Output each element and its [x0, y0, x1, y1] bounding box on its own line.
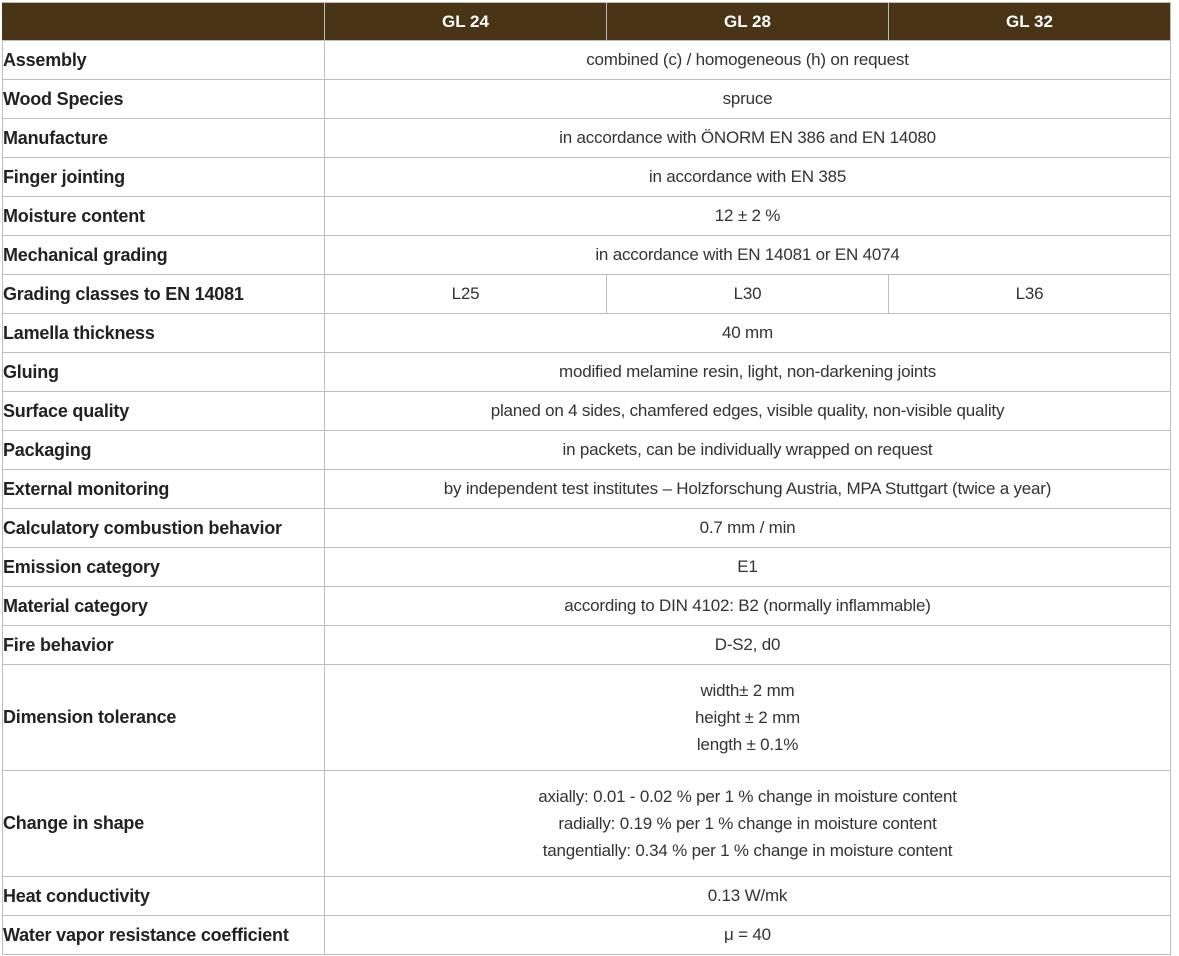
- header-gl28: GL 28: [607, 3, 889, 41]
- row-label: Water vapor resistance coefficient: [3, 916, 325, 955]
- value-line: radially: 0.19 % per 1 % change in moisture content: [558, 814, 937, 833]
- row-label: Calculatory combustion behavior: [3, 509, 325, 548]
- grading-class-gl24: L25: [325, 275, 607, 314]
- table-row: [3, 119, 1171, 158]
- row-value-multiline: [325, 665, 1171, 771]
- value-line: height ± 2 mm: [695, 708, 800, 727]
- row-label: Emission category: [3, 548, 325, 587]
- row-value: 40 mm: [325, 314, 1171, 353]
- row-value: 0.13 W/mk: [325, 877, 1171, 916]
- table-row: [3, 877, 1171, 916]
- table-row: [3, 626, 1171, 665]
- row-label: Change in shape: [3, 771, 325, 877]
- row-label: Mechanical grading: [3, 236, 325, 275]
- row-label: Grading classes to EN 14081: [3, 275, 325, 314]
- row-label: External monitoring: [3, 470, 325, 509]
- table-row: [3, 509, 1171, 548]
- row-value: by independent test institutes – Holzforschung Austria, MPA Stuttgart (twice a year): [325, 470, 1171, 509]
- row-label: Assembly: [3, 41, 325, 80]
- row-label: Dimension tolerance: [3, 665, 325, 771]
- row-value: 0.7 mm / min: [325, 509, 1171, 548]
- row-value: D-S2, d0: [325, 626, 1171, 665]
- row-value: combined (c) / homogeneous (h) on request: [325, 41, 1171, 80]
- grading-class-gl28: L30: [607, 275, 889, 314]
- table-row: [3, 916, 1171, 955]
- value-line: axially: 0.01 - 0.02 % per 1 % change in moisture content: [538, 787, 957, 806]
- row-label: Manufacture: [3, 119, 325, 158]
- row-label: Finger jointing: [3, 158, 325, 197]
- header-corner: [3, 3, 325, 41]
- row-value: 12 ± 2 %: [325, 197, 1171, 236]
- row-label: Heat conductivity: [3, 877, 325, 916]
- table-row: [3, 587, 1171, 626]
- row-value: in accordance with EN 385: [325, 158, 1171, 197]
- row-value-multiline: [325, 771, 1171, 877]
- row-label: Wood Species: [3, 80, 325, 119]
- table-row: [3, 665, 1171, 771]
- value-line: length ± 0.1%: [696, 735, 799, 754]
- row-label: Packaging: [3, 431, 325, 470]
- row-value: E1: [325, 548, 1171, 587]
- table-row: [3, 314, 1171, 353]
- table-row: [3, 275, 1171, 314]
- table-row: [3, 80, 1171, 119]
- row-label: Fire behavior: [3, 626, 325, 665]
- row-value: modified melamine resin, light, non-darkening joints: [325, 353, 1171, 392]
- header-gl32: GL 32: [889, 3, 1171, 41]
- table-row: [3, 236, 1171, 275]
- table-row: [3, 470, 1171, 509]
- row-value: μ = 40: [325, 916, 1171, 955]
- table-row: [3, 392, 1171, 431]
- table-row: [3, 197, 1171, 236]
- row-label: Surface quality: [3, 392, 325, 431]
- table-row: [3, 158, 1171, 197]
- table-row: [3, 41, 1171, 80]
- value-line: tangentially: 0.34 % per 1 % change in moisture content: [542, 841, 953, 860]
- row-label: Gluing: [3, 353, 325, 392]
- header-gl24: GL 24: [325, 3, 607, 41]
- row-value: spruce: [325, 80, 1171, 119]
- row-value: in accordance with EN 14081 or EN 4074: [325, 236, 1171, 275]
- row-value: according to DIN 4102: B2 (normally inflammable): [325, 587, 1171, 626]
- row-value: in packets, can be individually wrapped on request: [325, 431, 1171, 470]
- table-row: [3, 431, 1171, 470]
- grading-class-gl32: L36: [889, 275, 1171, 314]
- row-label: Moisture content: [3, 197, 325, 236]
- header-row: [3, 3, 1171, 41]
- table-row: [3, 353, 1171, 392]
- row-value: in accordance with ÖNORM EN 386 and EN 14080: [325, 119, 1171, 158]
- value-line: width± 2 mm: [700, 681, 795, 700]
- row-label: Lamella thickness: [3, 314, 325, 353]
- specification-table: [2, 2, 1171, 955]
- row-value: planed on 4 sides, chamfered edges, visible quality, non-visible quality: [325, 392, 1171, 431]
- row-label: Material category: [3, 587, 325, 626]
- table-row: [3, 548, 1171, 587]
- table-row: [3, 771, 1171, 877]
